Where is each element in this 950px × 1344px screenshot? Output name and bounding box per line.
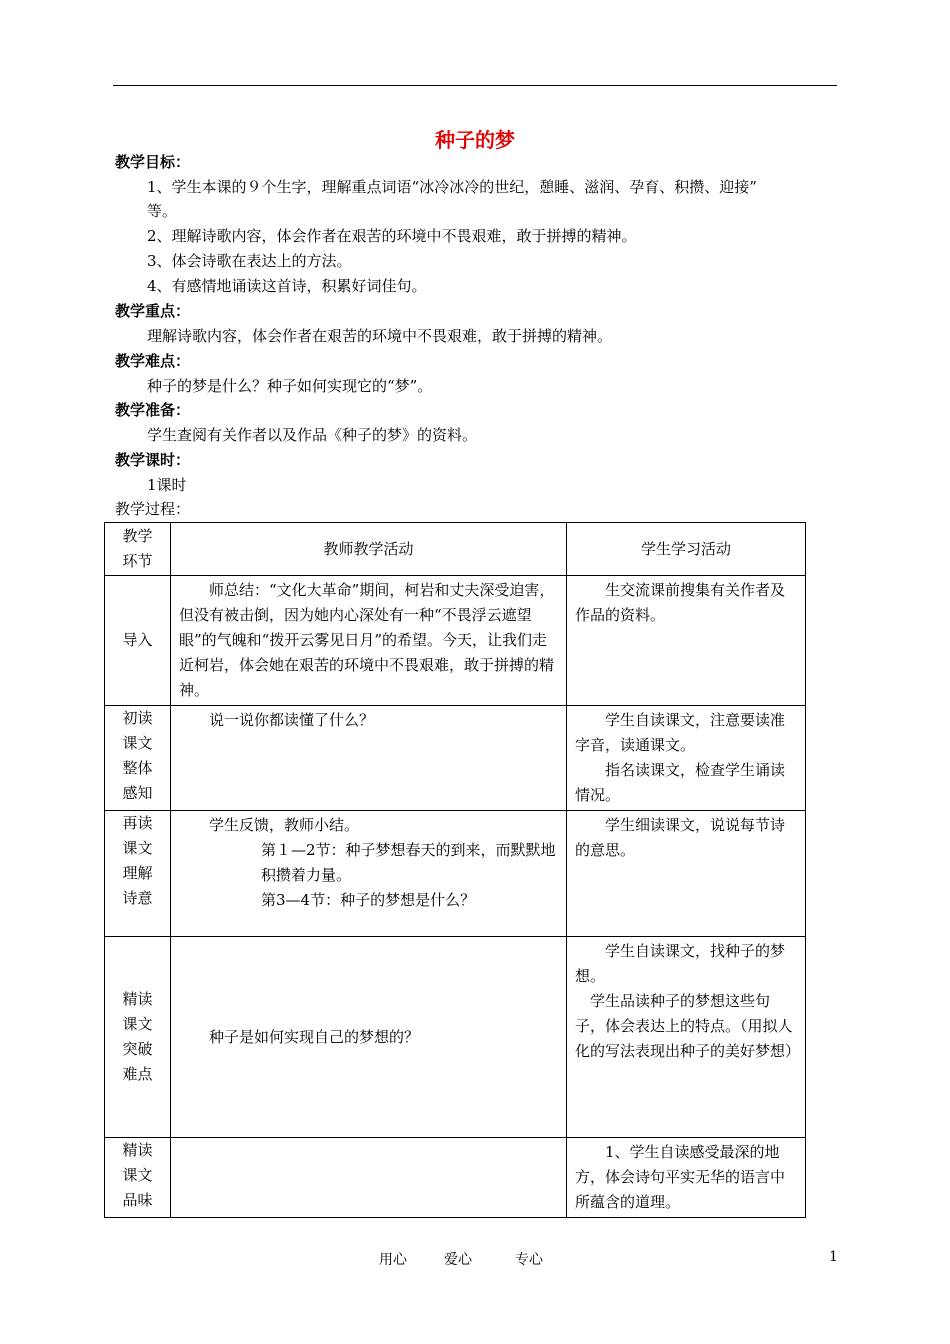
table-row (105, 1138, 806, 1218)
stage-cell: 再读课文理解诗意 (105, 811, 171, 937)
footer-item: 专心 (515, 1252, 543, 1268)
teacher-cell: 学生反馈，教师小结。 第１—2节：种子梦想春天的到来，而默默地积攒着力量。 第3—4节：种子的梦想是什么？ (171, 811, 567, 937)
teacher-cell (171, 1138, 567, 1218)
objective-1-cont: 等。 (147, 202, 178, 220)
stage-cell: 精读课文品味 (105, 1138, 171, 1218)
footer-item: 用心 (379, 1252, 407, 1268)
table-row (105, 937, 806, 1138)
student-cell: 学生细读课文，说说每节诗的意思。 (567, 811, 806, 937)
table-row (105, 706, 806, 811)
hours-heading: 教学课时： (115, 451, 191, 469)
teacher-cell: 说一说你都读懂了什么？ (171, 706, 567, 811)
stage-cell: 导入 (105, 576, 171, 706)
header-teacher: 教师教学活动 (171, 523, 567, 576)
student-cell: 学生自读课文，找种子的梦想。 学生品读种子的梦想这些句子，体会表达上的特点。（用拟人化的写法表现出种子的美好梦想） (567, 937, 806, 1138)
teacher-cell: 师总结：“文化大革命”期间，柯岩和丈夫深受迫害，但没有被击倒，因为她内心深处有一种“不畏浮云遮望眼”的气魄和“拨开云雾见日月”的希望。今天，让我们走近柯岩，体会她在艰苦的环境中不畏艰难，敢于拼搏的精神。 (171, 576, 567, 706)
header-stage: 教学环节 (105, 523, 171, 576)
stage-cell: 精读课文突破难点 (105, 937, 171, 1138)
process-heading: 教学过程： (115, 500, 191, 518)
table-row (105, 576, 806, 706)
table-row (105, 811, 806, 937)
footer-item: 爱心 (444, 1252, 472, 1268)
objective-2: 2、理解诗歌内容，体会作者在艰苦的环境中不畏艰难，敢于拼搏的精神。 (147, 227, 637, 245)
page-number: 1 (829, 1249, 838, 1265)
objective-4: 4、有感情地诵读这首诗，积累好词佳句。 (147, 277, 427, 295)
student-cell: 1、学生自读感受最深的地方，体会诗句平实无华的语言中所蕴含的道理。 (567, 1138, 806, 1218)
student-cell: 生交流课前搜集有关作者及作品的资料。 (567, 576, 806, 706)
objective-3: 3、体会诗歌在表达上的方法。 (147, 252, 352, 270)
table-header-row (105, 523, 806, 576)
key-heading: 教学重点： (115, 302, 191, 320)
stage-cell: 初读课文整体感知 (105, 706, 171, 811)
process-table (104, 522, 806, 1218)
prep-text: 学生查阅有关作者以及作品《种子的梦》的资料。 (147, 426, 478, 444)
objectives-heading: 教学目标： (115, 153, 191, 171)
header-student: 学生学习活动 (567, 523, 806, 576)
teacher-cell: 种子是如何实现自己的梦想的？ (171, 937, 567, 1138)
header-rule (113, 85, 837, 86)
student-cell: 学生自读课文，注意要读准字音，读通课文。 指名读课文，检查学生诵读情况。 (567, 706, 806, 811)
difficulty-text: 种子的梦是什么？种子如何实现它的“梦”。 (147, 377, 433, 395)
page-title: 种子的梦 (435, 128, 515, 152)
key-text: 理解诗歌内容，体会作者在艰苦的环境中不畏艰难，敢于拼搏的精神。 (147, 327, 613, 345)
objective-1: 1、学生本课的９个生字，理解重点词语“冰冷冰冷的世纪，憩睡、滋润、孕育、积攒、迎接” (147, 178, 757, 196)
difficulty-heading: 教学难点： (115, 352, 191, 370)
hours-text: 1课时 (147, 476, 187, 494)
prep-heading: 教学准备： (115, 401, 191, 419)
